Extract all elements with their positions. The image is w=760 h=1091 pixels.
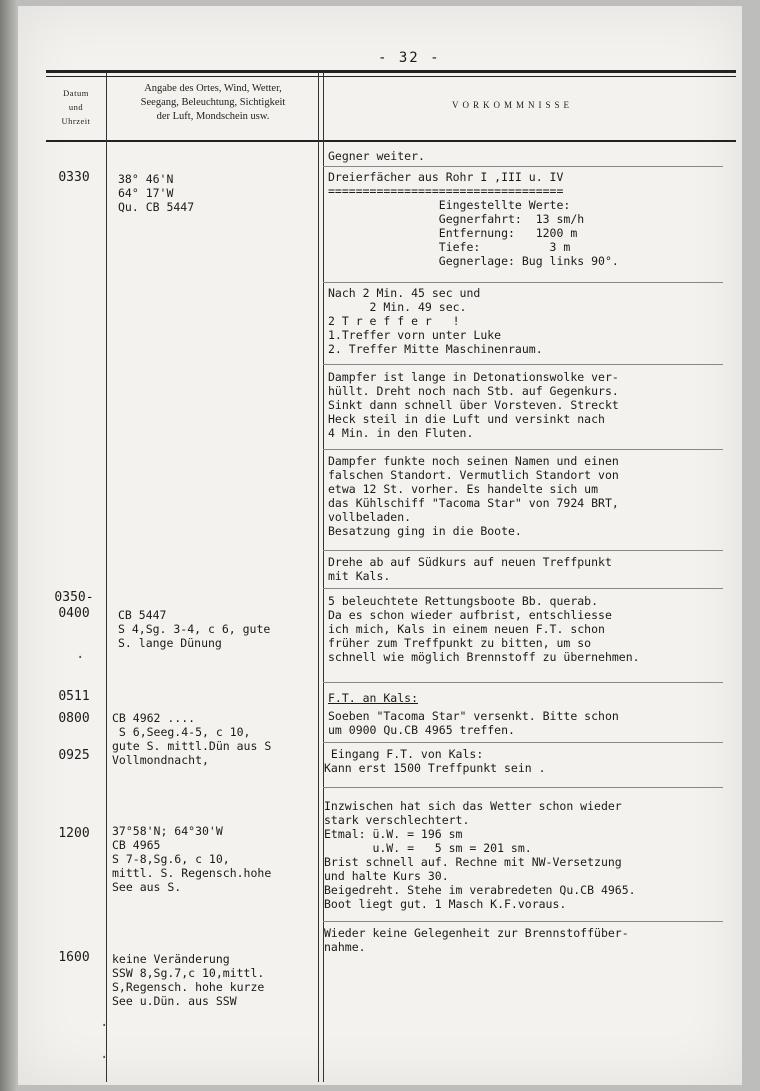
entry-text-0: Gegner weiter. [328,149,425,163]
header-datum-line-2: und [68,102,84,112]
entry-text-0925: Eingang F.T. von Kals: Kann erst 1500 Treffpunkt sein . [324,747,546,775]
entry-time-0511: 0511 [58,689,90,704]
entry-separator [323,282,723,283]
entry-text-suedkurs: Drehe ab auf Südkurs auf neuen Treffpunkt mit Kals. [328,555,612,583]
column-rule-2 [318,72,319,1082]
header-datum-line-3: Uhrzeit [61,116,91,126]
header-ort [110,82,316,124]
top-rule [46,70,736,73]
margin-dot: . [100,1014,109,1030]
document-page [18,6,742,1085]
entry-separator [323,364,723,365]
entry-separator [323,742,723,743]
entry-separator [323,921,723,922]
entry-text-funk: Dampfer funkte noch seinen Namen und einen falschen Standort. Vermutlich Standort von etwa 12 St. vorher. Es handelte sich um das Kühlschiff "Tacoma Star" von 7924 BRT, vollbeladen. Besatzung ging in die Boote. [328,454,619,538]
entry-time-0925: 0925 [58,748,90,763]
entry-time-0800: 0800 [58,711,90,726]
entry-text-detonation: Dampfer ist lange in Detonationswolke ver- hüllt. Dreht noch nach Stb. auf Gegenkurs. Sinkt dann schnell über Vorsteven. Streckt Heck steil in die Luft und versinkt nach 4 Min. in den Fluten. [328,370,619,440]
entry-text-brennstoff: Wieder keine Gelegenheit zur Brennstoffüber- nahme. [324,926,629,954]
column-rule-1 [106,72,107,1082]
entry-separator [323,449,723,450]
header-datum-line-1: Datum [63,88,89,98]
entry-text-0511: F.T. an Kals: [328,691,419,705]
entry-separator [323,550,723,551]
entry-time-1600: 1600 [58,950,90,965]
entry-text-0350: 5 beleuchtete Rettungsboote Bb. querab. Da es schon wieder aufbrist, entschliesse ich mich, Kals in einem neuen F.T. schon früher zum Treffpunkt zu bitten, um so schnell wie möglich Brennstoff zu übernehmen. [328,594,640,664]
margin-dot: . [100,1046,109,1062]
entry-location-1600: keine Veränderung SSW 8,Sg.7,c 10,mittl. S,Regensch. hohe kurze See u.Dün. aus SSW [112,952,265,1008]
header-vorkommnisse: VORKOMMNISSE [452,100,574,110]
entry-separator [323,588,723,589]
entry-text-1200: Inzwischen hat sich das Wetter schon wieder stark verschlechtert. Etmal: ü.W. = 196 sm u.W. = 5 sm = 201 sm. Brist schnell auf. Rechne mit NW-Versetzung und halte Kurs 30. Beigedreht. Stehe im verabredeten Qu.CB 4965. Boot liegt gut. 1 Masch K.F.voraus. [324,799,636,911]
entry-location-0350: CB 5447 S 4,Sg. 3-4, c 6, gute S. lange Dünung [118,608,271,650]
entry-time-0350: 0350- 0400 [54,590,94,621]
entry-time-1200: 1200 [58,826,90,841]
entry-location-1200: 37°58'N; 64°30'W CB 4965 S 7-8,Sg.6, c 10, mittl. S. Regensch.hohe See aus S. [112,824,272,894]
top-rule-thin [46,76,736,77]
entry-separator [323,166,723,167]
entry-time-0330: 0330 [58,170,90,185]
entry-location-0330: 38° 46'N 64° 17'W Qu. CB 5447 [118,172,195,214]
entry-text-treffer: Nach 2 Min. 45 sec und 2 Min. 49 sec. 2 T r e f f e r ! 1.Treffer vorn unter Luke 2. Treffer Mitte Maschinenraum. [328,286,543,356]
page-number: - 32 - [378,50,441,66]
entry-text-0800: Soeben "Tacoma Star" versenkt. Bitte schon um 0900 Qu.CB 4965 treffen. [328,709,619,737]
header-ort-line-1: Angabe des Ortes, Wind, Wetter, [144,83,282,94]
header-ort-line-3: der Luft, Mondschein usw. [156,111,270,122]
entry-text-0330: Dreierfächer aus Rohr I ,III u. IV ================================== Eingestellte Werte: Gegnerfahrt: 13 sm/h Entfernung: 1200 m Tiefe: 3 m Gegnerlage: Bug links 90°. [328,170,619,268]
header-datum [48,86,104,128]
entry-separator [323,787,723,788]
header-ort-line-2: Seegang, Beleuchtung, Sichtigkeit [140,97,286,108]
entry-location-0800: CB 4962 .... S 6,Seeg.4-5, c 10, gute S. mittl.Dün aus S Vollmondnacht, [112,711,272,767]
header-bottom-rule [46,140,736,142]
scan-left-edge [0,0,16,1091]
entry-separator [323,682,723,683]
margin-dot: . [76,646,85,662]
